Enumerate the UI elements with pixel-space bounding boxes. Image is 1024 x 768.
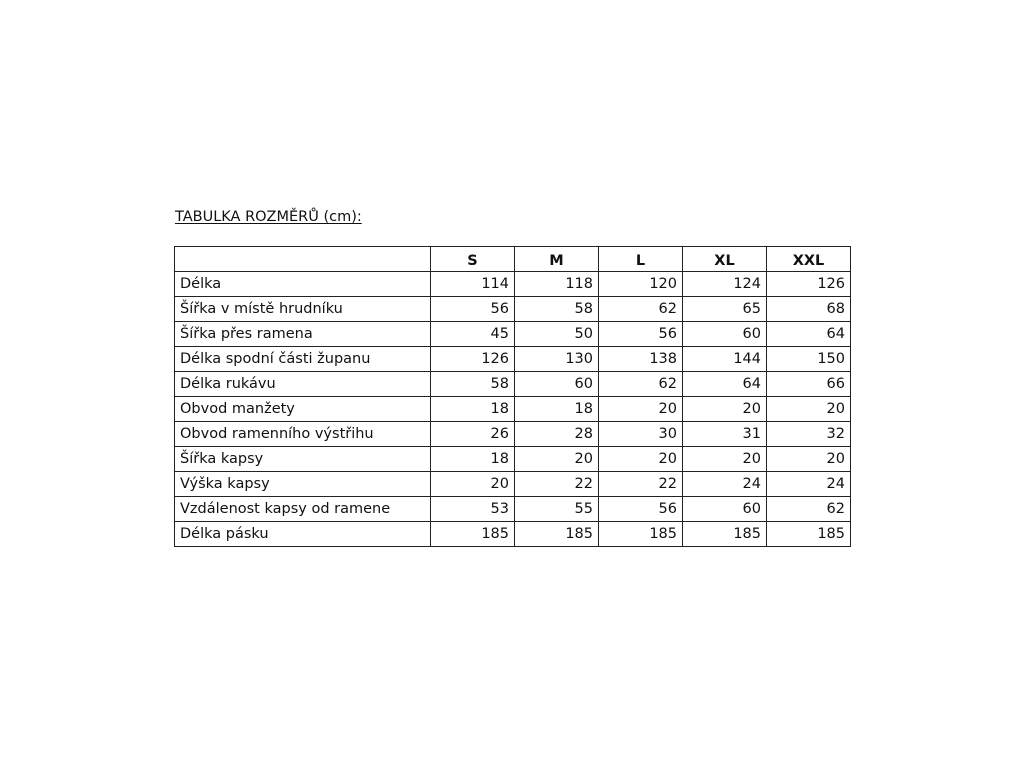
table-cell: 150 — [767, 347, 851, 372]
table-cell: 20 — [515, 447, 599, 472]
table-cell: 53 — [431, 497, 515, 522]
table-cell: 50 — [515, 322, 599, 347]
table-cell: 185 — [515, 522, 599, 547]
table-cell: 130 — [515, 347, 599, 372]
header-empty-cell — [175, 247, 431, 272]
row-label: Délka — [175, 272, 431, 297]
table-cell: 120 — [599, 272, 683, 297]
table-cell: 56 — [599, 497, 683, 522]
table-row — [175, 447, 851, 472]
header-size-m: M — [515, 247, 599, 272]
header-row — [175, 247, 851, 272]
table-row — [175, 272, 851, 297]
table-cell: 20 — [431, 472, 515, 497]
size-table — [174, 246, 851, 547]
table-cell: 58 — [515, 297, 599, 322]
table-cell: 126 — [431, 347, 515, 372]
row-label: Délka rukávu — [175, 372, 431, 397]
table-cell: 30 — [599, 422, 683, 447]
header-size-xxl: XXL — [767, 247, 851, 272]
table-cell: 60 — [683, 322, 767, 347]
table-cell: 126 — [767, 272, 851, 297]
table-cell: 22 — [599, 472, 683, 497]
table-cell: 64 — [767, 322, 851, 347]
table-row — [175, 347, 851, 372]
table-row — [175, 522, 851, 547]
header-size-xl: XL — [683, 247, 767, 272]
table-cell: 20 — [683, 397, 767, 422]
table-cell: 24 — [683, 472, 767, 497]
table-cell: 20 — [767, 397, 851, 422]
table-row — [175, 422, 851, 447]
table-cell: 32 — [767, 422, 851, 447]
table-row — [175, 472, 851, 497]
table-cell: 45 — [431, 322, 515, 347]
header-size-s: S — [431, 247, 515, 272]
header-size-l: L — [599, 247, 683, 272]
row-label: Výška kapsy — [175, 472, 431, 497]
table-cell: 185 — [767, 522, 851, 547]
table-cell: 20 — [767, 447, 851, 472]
row-label: Šířka kapsy — [175, 447, 431, 472]
table-row — [175, 297, 851, 322]
table-cell: 26 — [431, 422, 515, 447]
table-title: TABULKA ROZMĚRŮ (cm): — [175, 209, 362, 225]
table-cell: 62 — [599, 297, 683, 322]
table-cell: 24 — [767, 472, 851, 497]
table-cell: 138 — [599, 347, 683, 372]
table-cell: 124 — [683, 272, 767, 297]
table-cell: 185 — [683, 522, 767, 547]
table-cell: 20 — [683, 447, 767, 472]
table-cell: 31 — [683, 422, 767, 447]
table-cell: 66 — [767, 372, 851, 397]
row-label: Obvod ramenního výstřihu — [175, 422, 431, 447]
table-row — [175, 497, 851, 522]
row-label: Délka spodní části županu — [175, 347, 431, 372]
table-cell: 114 — [431, 272, 515, 297]
table-cell: 62 — [767, 497, 851, 522]
row-label: Vzdálenost kapsy od ramene — [175, 497, 431, 522]
table-cell: 55 — [515, 497, 599, 522]
table-cell: 20 — [599, 397, 683, 422]
table-cell: 118 — [515, 272, 599, 297]
table-cell: 64 — [683, 372, 767, 397]
table-cell: 58 — [431, 372, 515, 397]
table-cell: 18 — [431, 397, 515, 422]
row-label: Šířka v místě hrudníku — [175, 297, 431, 322]
row-label: Obvod manžety — [175, 397, 431, 422]
table-cell: 60 — [683, 497, 767, 522]
row-label: Šířka přes ramena — [175, 322, 431, 347]
table-cell: 18 — [431, 447, 515, 472]
table-cell: 28 — [515, 422, 599, 447]
table-row — [175, 397, 851, 422]
table-cell: 185 — [431, 522, 515, 547]
row-label: Délka pásku — [175, 522, 431, 547]
table-cell: 185 — [599, 522, 683, 547]
table-cell: 56 — [431, 297, 515, 322]
table-cell: 68 — [767, 297, 851, 322]
table-cell: 62 — [599, 372, 683, 397]
table-cell: 144 — [683, 347, 767, 372]
table-cell: 60 — [515, 372, 599, 397]
table-cell: 22 — [515, 472, 599, 497]
table-cell: 18 — [515, 397, 599, 422]
table-row — [175, 372, 851, 397]
table-cell: 56 — [599, 322, 683, 347]
table-cell: 20 — [599, 447, 683, 472]
table-row — [175, 322, 851, 347]
table-cell: 65 — [683, 297, 767, 322]
